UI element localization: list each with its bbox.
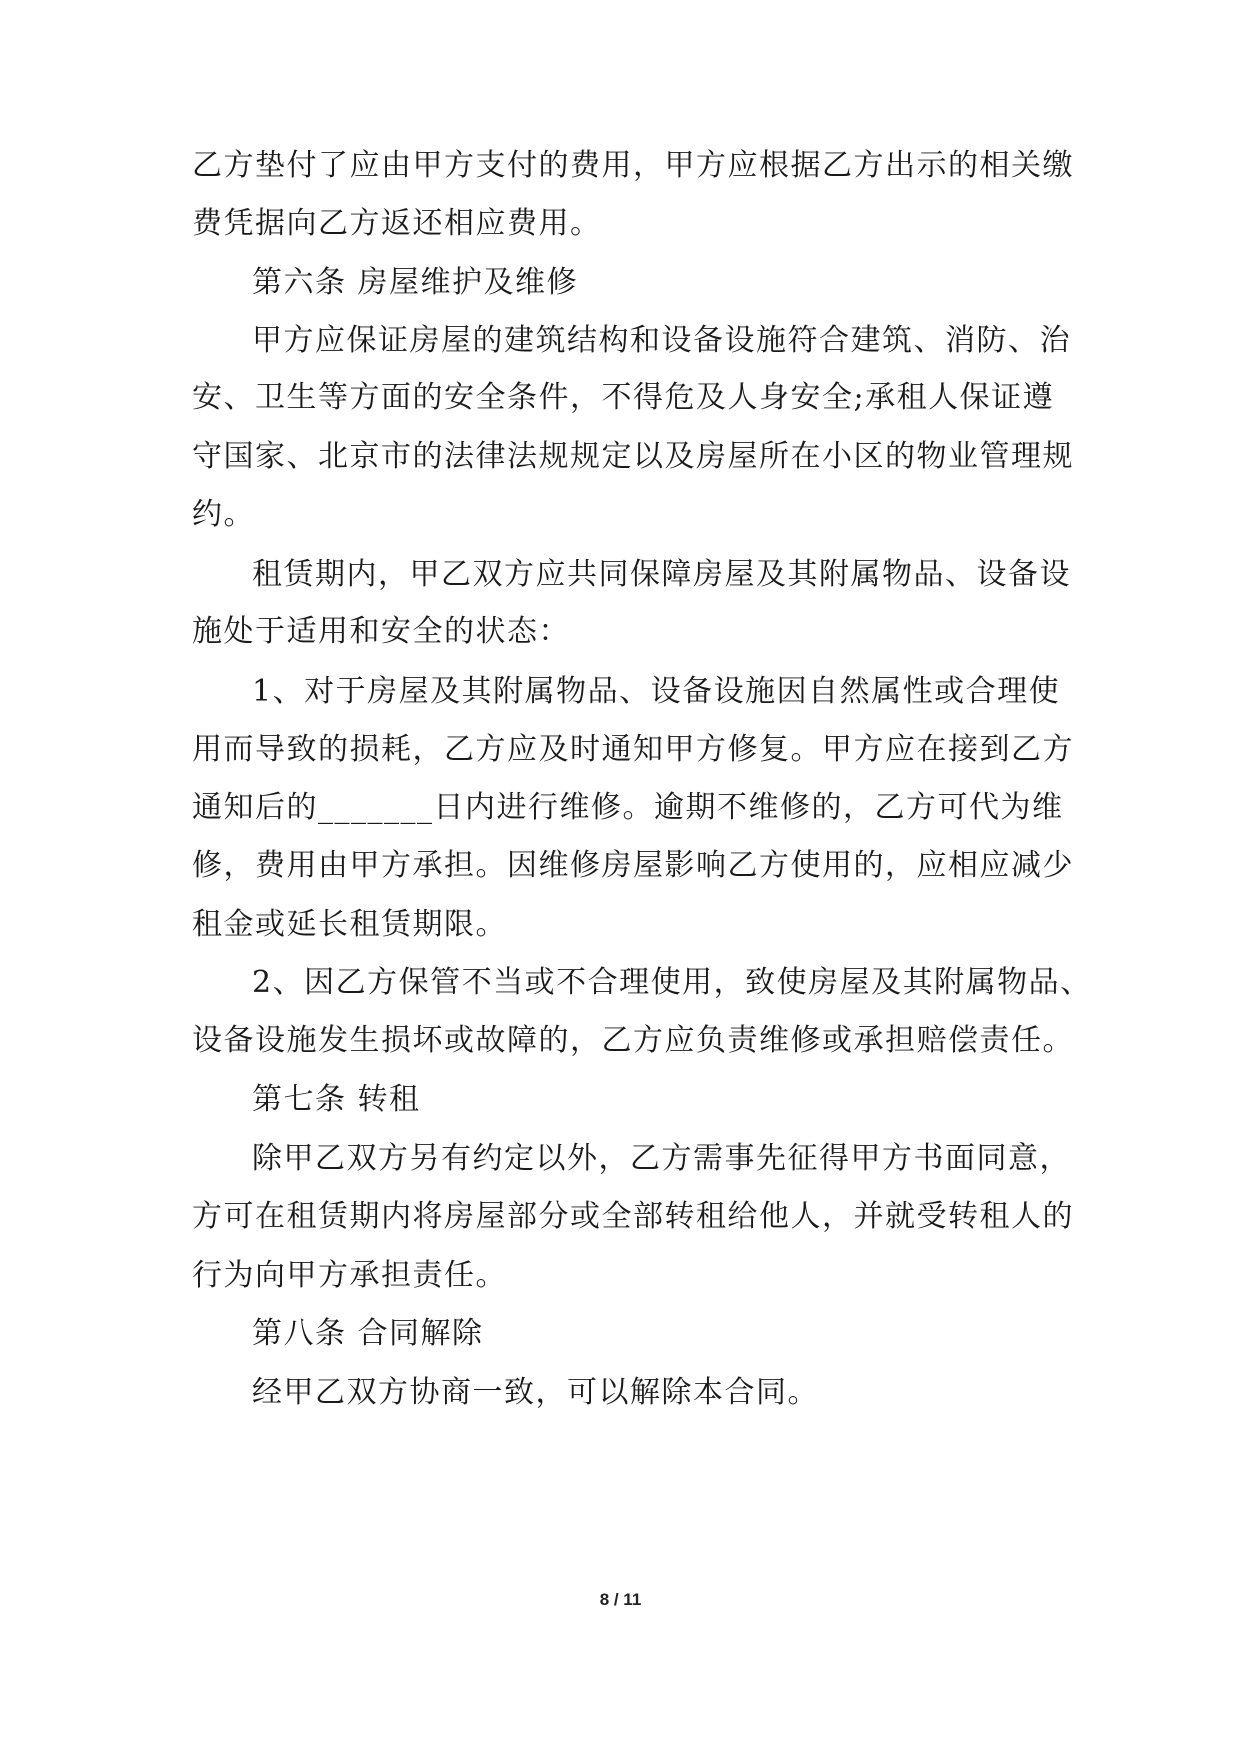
text-line: 除甲乙双方另有约定以外，乙方需事先征得甲方书面同意，: [252, 1141, 1071, 1176]
text-line: 用而导致的损耗，乙方应及时通知甲方修复。甲方应在接到乙方: [192, 732, 1074, 767]
text-line: 经甲乙双方协商一致，可以解除本合同。: [252, 1375, 819, 1410]
text-line: 乙方垫付了应由甲方支付的费用，甲方应根据乙方出示的相关缴: [192, 148, 1074, 183]
section-heading: 第八条 合同解除: [252, 1316, 484, 1351]
page-number: 8 / 11: [599, 1590, 642, 1609]
text-line: 方可在租赁期内将房屋部分或全部转租给他人，并就受转租人的: [192, 1199, 1074, 1234]
text-line: 甲方应保证房屋的建筑结构和设备设施符合建筑、消防、治: [252, 323, 1071, 358]
text-line: 租金或延长租赁期限。: [192, 907, 507, 942]
text-line: 2、因乙方保管不当或不合理使用，致使房屋及其附属物品、: [252, 965, 1092, 1000]
text-line: 设备设施发生损坏或故障的，乙方应负责维修或承担赔偿责任。: [192, 1023, 1074, 1058]
text-line: 安、卫生等方面的安全条件，不得危及人身安全;承租人保证遵: [192, 380, 1055, 415]
text-line: 1、对于房屋及其附属物品、设备设施因自然属性或合理使: [252, 674, 1061, 709]
text-line: 修，费用由甲方承担。因维修房屋影响乙方使用的，应相应减少: [192, 848, 1074, 883]
text-line: 通知后的_______日内进行维修。逾期不维修的，乙方可代为维: [192, 790, 1064, 825]
text-line: 约。: [192, 497, 255, 532]
text-line: 施处于适用和安全的状态：: [192, 614, 570, 649]
text-line: 租赁期内，甲乙双方应共同保障房屋及其附属物品、设备设: [252, 557, 1071, 592]
text-line: 行为向甲方承担责任。: [192, 1258, 507, 1293]
section-heading: 第七条 转租: [252, 1082, 421, 1117]
text-line: 费凭据向乙方返还相应费用。: [192, 206, 602, 241]
section-heading: 第六条 房屋维护及维修: [252, 265, 579, 300]
text-line: 守国家、北京市的法律法规规定以及房屋所在小区的物业管理规: [192, 439, 1074, 474]
